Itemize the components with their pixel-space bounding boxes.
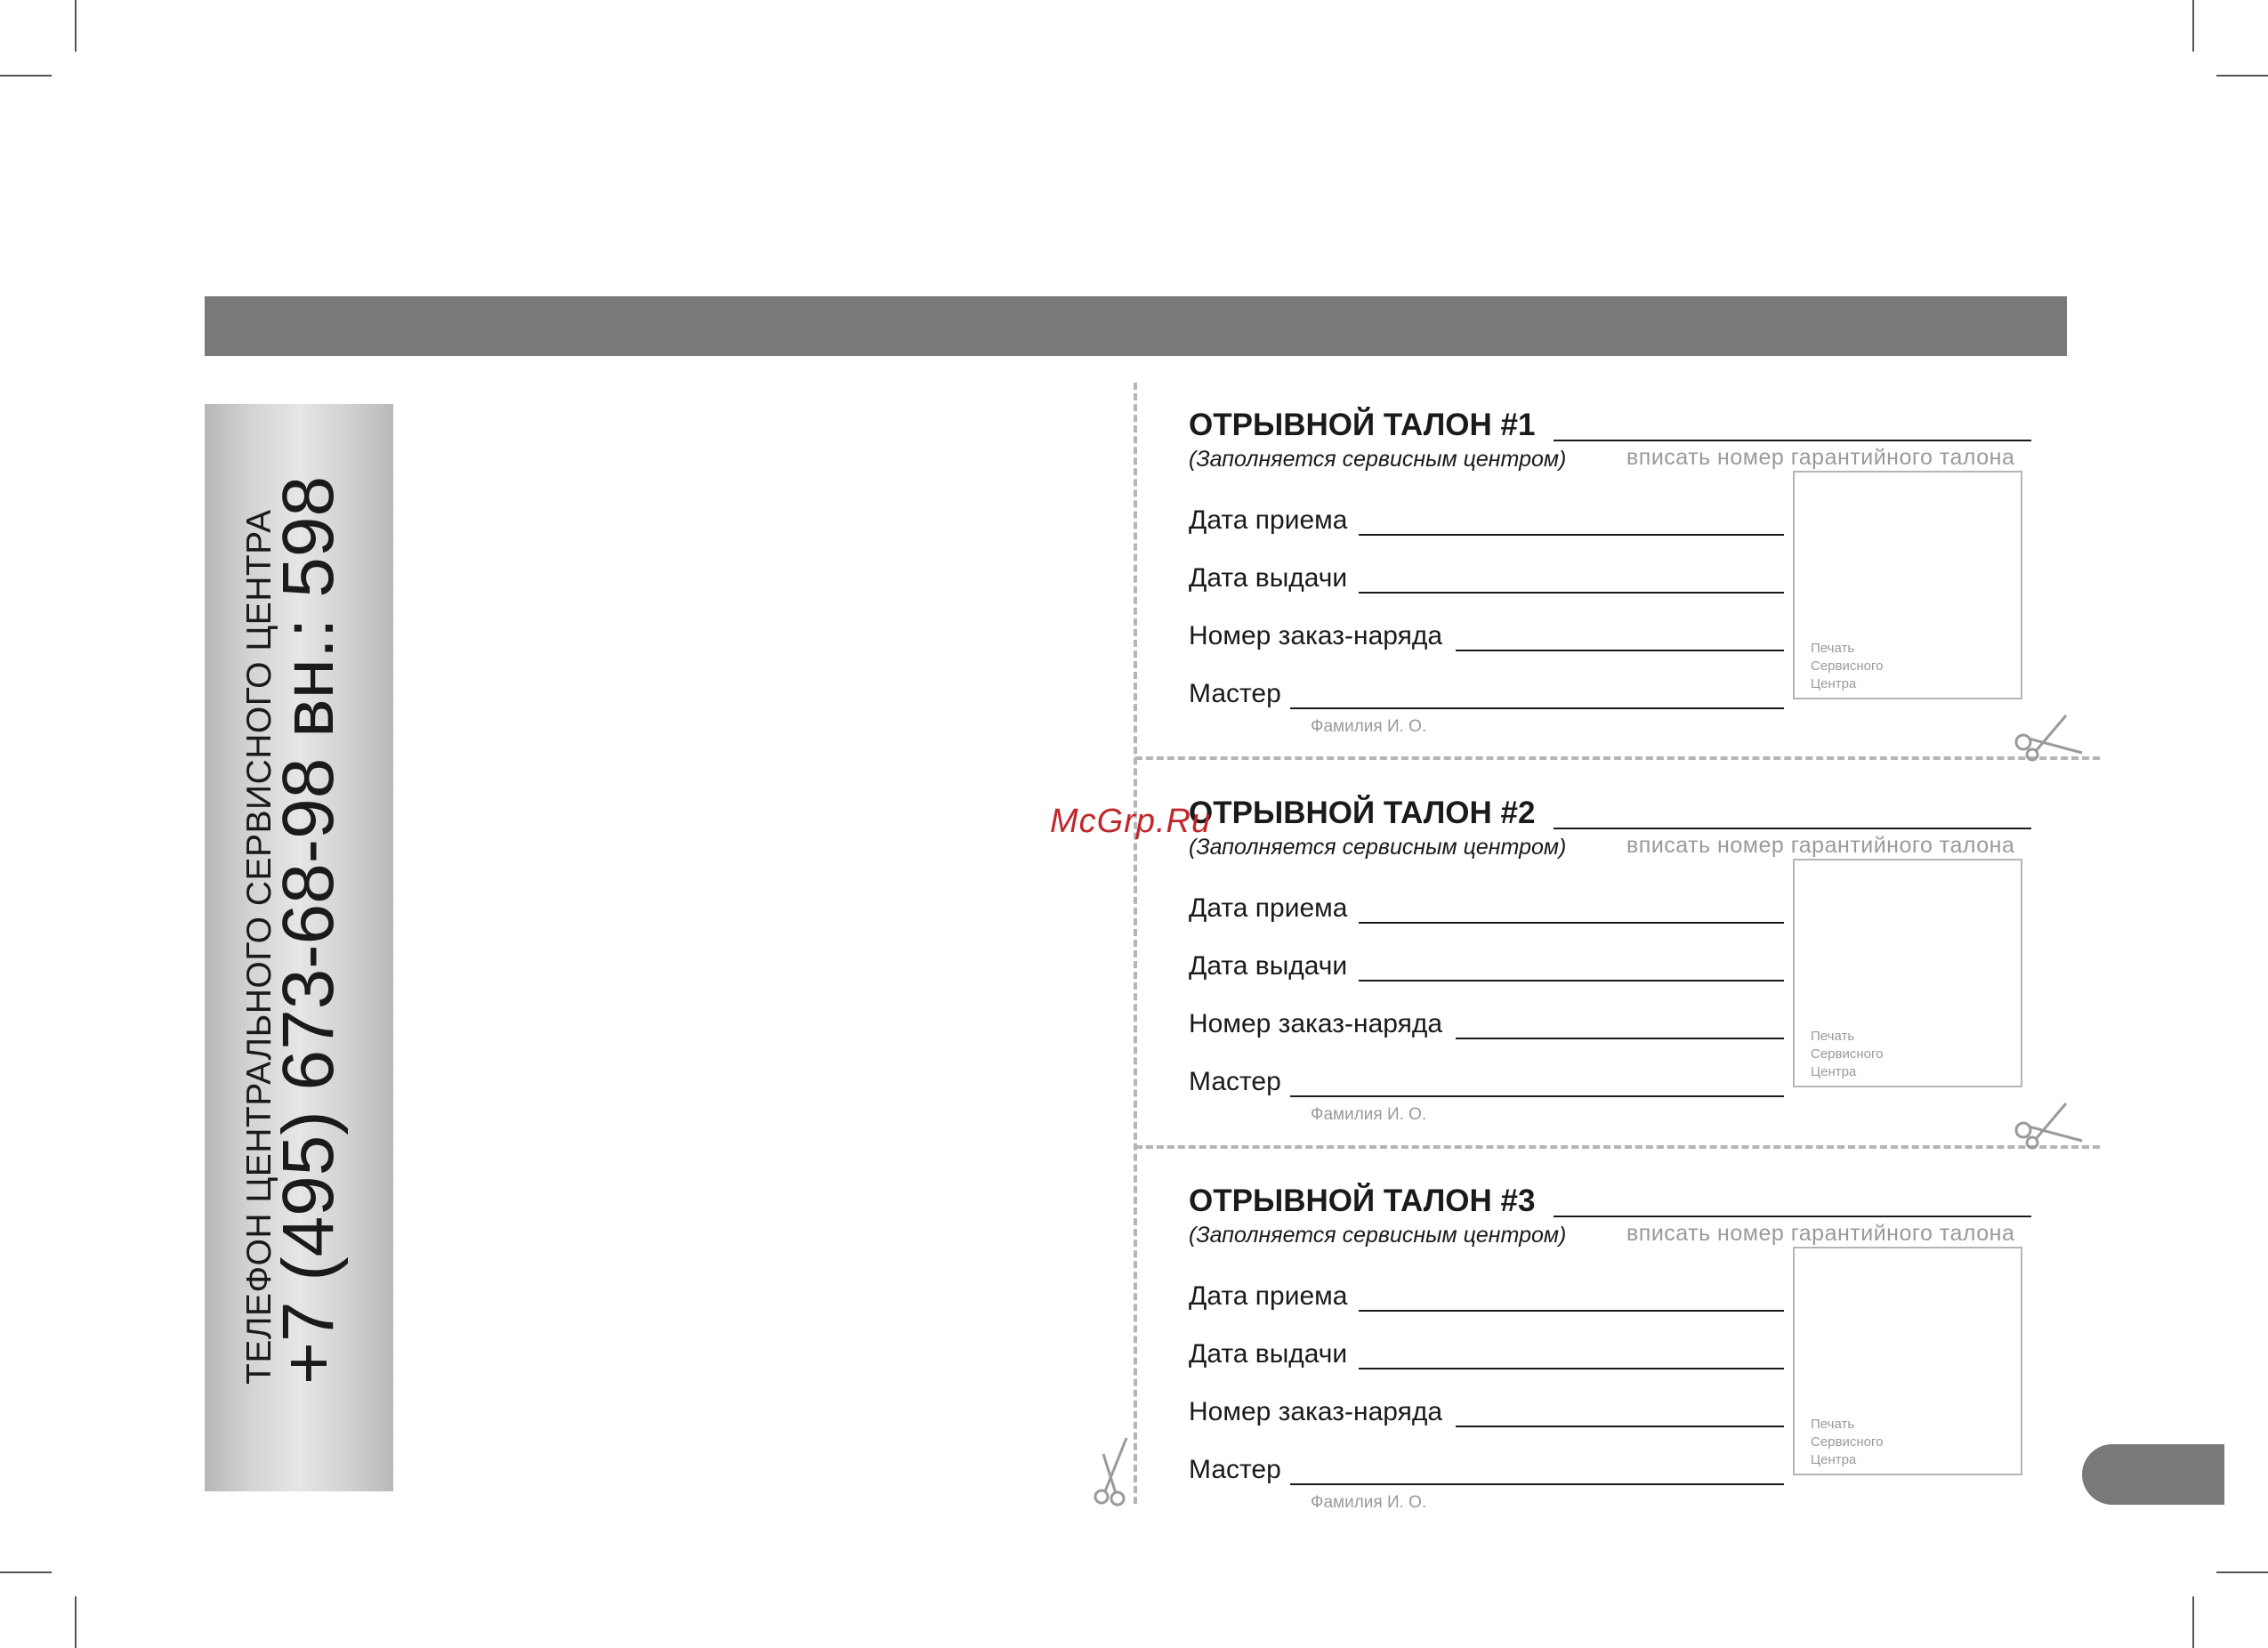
warranty-number-line[interactable]: [1554, 440, 2031, 441]
coupon-title: ОТРЫВНОЙ ТАЛОН #2: [1189, 796, 1536, 830]
field-issue-label: Дата выдачи: [1189, 563, 1348, 593]
field-order-line[interactable]: [1456, 650, 1784, 651]
crop-mark-top-left: [75, 0, 77, 52]
field-order-line[interactable]: [1456, 1038, 1784, 1039]
tear-off-coupon-3: [1189, 1167, 2087, 1555]
master-name-hint: Фамилия И. О.: [1311, 1105, 1427, 1124]
stamp-text-line: Сервисного: [1811, 1046, 1884, 1062]
stamp-text-line: Печать: [1811, 1417, 1855, 1432]
stamp-box: [1793, 1247, 2022, 1475]
field-issue-label: Дата выдачи: [1189, 951, 1348, 981]
tear-off-coupon-2: [1189, 780, 2087, 1167]
field-receive-label: Дата приема: [1189, 1281, 1348, 1311]
field-order-label: Номер заказ-наряда: [1189, 1009, 1443, 1038]
crop-mark-bottom-right: [2192, 1596, 2194, 1648]
stamp-box: [1793, 859, 2022, 1087]
warranty-number-line[interactable]: [1554, 828, 2031, 829]
page-number-tab: [2082, 1444, 2224, 1505]
crop-mark-bottom-left-h: [0, 1571, 52, 1573]
field-order-label: Номер заказ-наряда: [1189, 1397, 1443, 1426]
stamp-text-line: Сервисного: [1811, 1434, 1884, 1450]
field-receive-line[interactable]: [1359, 1310, 1784, 1312]
field-receive-line[interactable]: [1359, 922, 1784, 924]
coupon-subtitle: (Заполняется сервисным центром): [1189, 1223, 1567, 1248]
field-master-line[interactable]: [1290, 1095, 1784, 1097]
crop-mark-top-right: [2192, 0, 2194, 52]
field-issue-label: Дата выдачи: [1189, 1339, 1348, 1369]
field-master-label: Мастер: [1189, 1455, 1281, 1484]
header-bar: [205, 296, 2067, 356]
stamp-text-line: Печать: [1811, 641, 1855, 656]
service-phone-panel: [205, 404, 393, 1491]
field-master-line[interactable]: [1290, 707, 1784, 709]
scissors-icon: [1091, 1434, 1141, 1507]
field-receive-label: Дата приема: [1189, 893, 1348, 923]
service-center-phone: +7 (495) 673-68-98 вн.: 598: [268, 475, 349, 1385]
warranty-number-hint: вписать номер гарантийного талона: [1626, 445, 2015, 470]
field-issue-line[interactable]: [1359, 592, 1784, 594]
tear-off-coupon-1: [1189, 392, 2087, 780]
stamp-text-line: Сервисного: [1811, 658, 1884, 674]
field-issue-line[interactable]: [1359, 1368, 1784, 1369]
crop-mark-top-right-h: [2216, 75, 2268, 77]
service-center-title: ТЕЛЕФОН ЦЕНТРАЛЬНОГО СЕРВИСНОГО ЦЕНТРА: [240, 509, 278, 1385]
warranty-number-hint: вписать номер гарантийного талона: [1626, 1221, 2015, 1246]
master-name-hint: Фамилия И. О.: [1311, 717, 1427, 736]
stamp-box: [1793, 471, 2022, 699]
coupon-title: ОТРЫВНОЙ ТАЛОН #1: [1189, 408, 1536, 442]
warranty-number-line[interactable]: [1554, 1216, 2031, 1217]
field-order-line[interactable]: [1456, 1426, 1784, 1427]
field-issue-line[interactable]: [1359, 980, 1784, 982]
coupon-subtitle: (Заполняется сервисным центром): [1189, 835, 1567, 860]
scissors-icon: [2013, 712, 2086, 762]
scissors-icon: [2013, 1100, 2086, 1150]
master-name-hint: Фамилия И. О.: [1311, 1493, 1427, 1512]
field-receive-label: Дата приема: [1189, 505, 1348, 535]
field-receive-line[interactable]: [1359, 534, 1784, 536]
coupon-title: ОТРЫВНОЙ ТАЛОН #3: [1189, 1183, 1536, 1218]
watermark: McGrp.Ru: [1050, 803, 1212, 840]
crop-mark-bottom-right-h: [2216, 1571, 2268, 1573]
vertical-cut-line: [1134, 383, 1137, 1504]
field-master-label: Мастер: [1189, 679, 1281, 708]
stamp-text-line: Центра: [1811, 1064, 1857, 1079]
crop-mark-top-left-h: [0, 75, 52, 77]
stamp-text-line: Центра: [1811, 676, 1857, 691]
field-master-label: Мастер: [1189, 1067, 1281, 1096]
crop-mark-bottom-left: [75, 1596, 77, 1648]
warranty-number-hint: вписать номер гарантийного талона: [1626, 833, 2015, 858]
coupon-subtitle: (Заполняется сервисным центром): [1189, 447, 1567, 472]
stamp-text-line: Центра: [1811, 1452, 1857, 1467]
stamp-text-line: Печать: [1811, 1029, 1855, 1044]
field-order-label: Номер заказ-наряда: [1189, 621, 1443, 650]
field-master-line[interactable]: [1290, 1483, 1784, 1485]
